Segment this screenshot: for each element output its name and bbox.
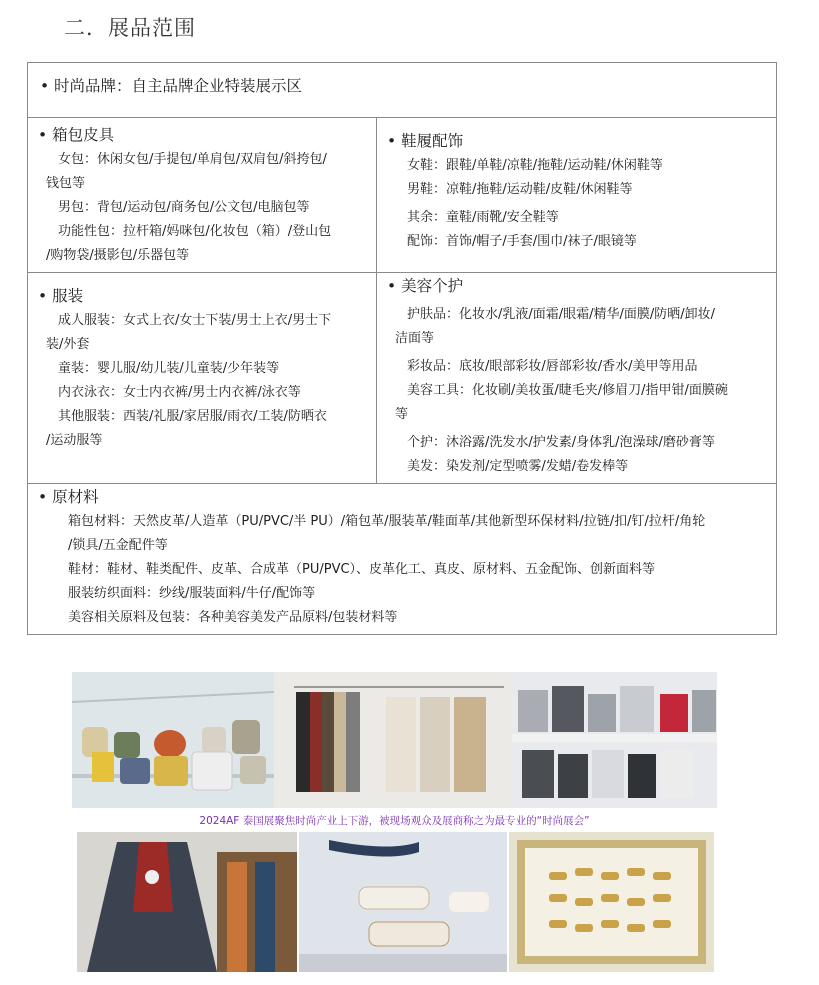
bags-line: 功能性包：拉杆箱/妈咪包/化妆包（箱）/登山包	[58, 224, 332, 239]
shoes-line: 女鞋：跟鞋/单鞋/凉鞋/拖鞋/运动鞋/休闲鞋等	[407, 158, 663, 173]
materials-line: 箱包材料：天然皮革/人造革（PU/PVC/半 PU）/箱包革/服装革/鞋面革/其他新型环保材料/拉链/扣/钉/拉杆/角轮	[68, 514, 706, 529]
shoes-line: 配饰：首饰/帽子/手套/围巾/袜子/眼镜等	[407, 234, 637, 249]
bags-line: 女包：休闲女包/手提包/单肩包/双肩包/斜挎包/	[58, 152, 327, 167]
materials-line: 鞋材：鞋材、鞋类配件、皮革、合成革（PU/PVC）、皮革化工、真皮、原材料、五金配饰、创新面料等	[68, 562, 656, 577]
bags-heading: • 箱包皮具	[38, 126, 115, 144]
apparel-cell	[28, 273, 377, 484]
bags-line: 男包：背包/运动包/商务包/公文包/电脑包等	[58, 200, 310, 215]
beauty-line: 个护：沐浴露/洗发水/护发素/身体乳/泡澡球/磨砂膏等	[407, 435, 715, 450]
bags-line: /购物袋/摄影包/乐器包等	[46, 248, 190, 263]
bags-wall-photo	[72, 672, 274, 808]
shoes-cell	[377, 118, 777, 273]
apparel-line: 成人服装：女式上衣/女士下装/男士上衣/男士下	[58, 313, 332, 328]
exhibit-scope-table	[27, 62, 777, 635]
shoes-line: 其余：童鞋/雨靴/安全鞋等	[407, 210, 559, 225]
beauty-heading: • 美容个护	[387, 277, 464, 295]
beauty-line: 美容工具：化妆刷/美妆蛋/睫毛夹/修眉刀/指甲钳/面膜碗	[407, 383, 728, 398]
bags-cell	[28, 118, 377, 273]
beauty-line: 等	[395, 407, 409, 422]
fashion-brand-text: 时尚品牌：自主品牌企业特装展示区	[54, 77, 303, 95]
bags-line: 钱包等	[46, 176, 86, 191]
beauty-cell	[377, 273, 777, 484]
materials-cell	[28, 484, 777, 635]
beauty-line: 美发：染发剂/定型喷雾/发蜡/卷发棒等	[407, 459, 629, 474]
apparel-line: 其他服装：西装/礼服/家居服/雨衣/工装/防晒衣	[58, 409, 327, 424]
shoes-line: 男鞋：凉鞋/拖鞋/运动鞋/皮鞋/休闲鞋等	[407, 182, 633, 197]
jewelry-frame-photo	[509, 832, 714, 972]
luggage-shelf-photo	[512, 672, 717, 808]
materials-heading: • 原材料	[38, 488, 99, 506]
fashion-brand-cell	[28, 63, 777, 118]
jacket-photo	[77, 832, 297, 972]
beauty-line: 护肤品：化妆水/乳液/面霜/眼霜/精华/面膜/防晒/卸妆/	[407, 307, 716, 322]
apparel-heading: • 服装	[38, 287, 84, 305]
bullet: •	[40, 77, 50, 95]
apparel-line: /运动服等	[46, 433, 103, 448]
apparel-line: 内衣泳衣：女士内衣裤/男士内衣裤/泳衣等	[58, 385, 301, 400]
apparel-line: 童装：婴儿服/幼儿装/儿童装/少年装等	[58, 361, 280, 376]
beauty-line: 洁面等	[395, 331, 435, 346]
apparel-line: 装/外套	[46, 337, 90, 352]
section-title: 二．展品范围	[64, 16, 196, 40]
materials-line: /锁具/五金配件等	[68, 538, 168, 553]
photo-caption: 2024AF 泰国展聚焦时尚产业上下游，被现场观众及展商称之为最专业的“时尚展会”	[199, 815, 590, 827]
materials-line: 服装纺织面料：纱线/服装面料/牛仔/配饰等	[68, 586, 316, 601]
apparel-rack-photo	[274, 672, 512, 808]
materials-line: 美容相关原料及包装：各种美容美发产品原料/包装材料等	[68, 610, 398, 625]
shoes-photo	[299, 832, 507, 972]
beauty-line: 彩妆品：底妆/眼部彩妆/唇部彩妆/香水/美甲等用品	[407, 359, 698, 374]
shoes-heading: • 鞋履配饰	[387, 132, 464, 150]
